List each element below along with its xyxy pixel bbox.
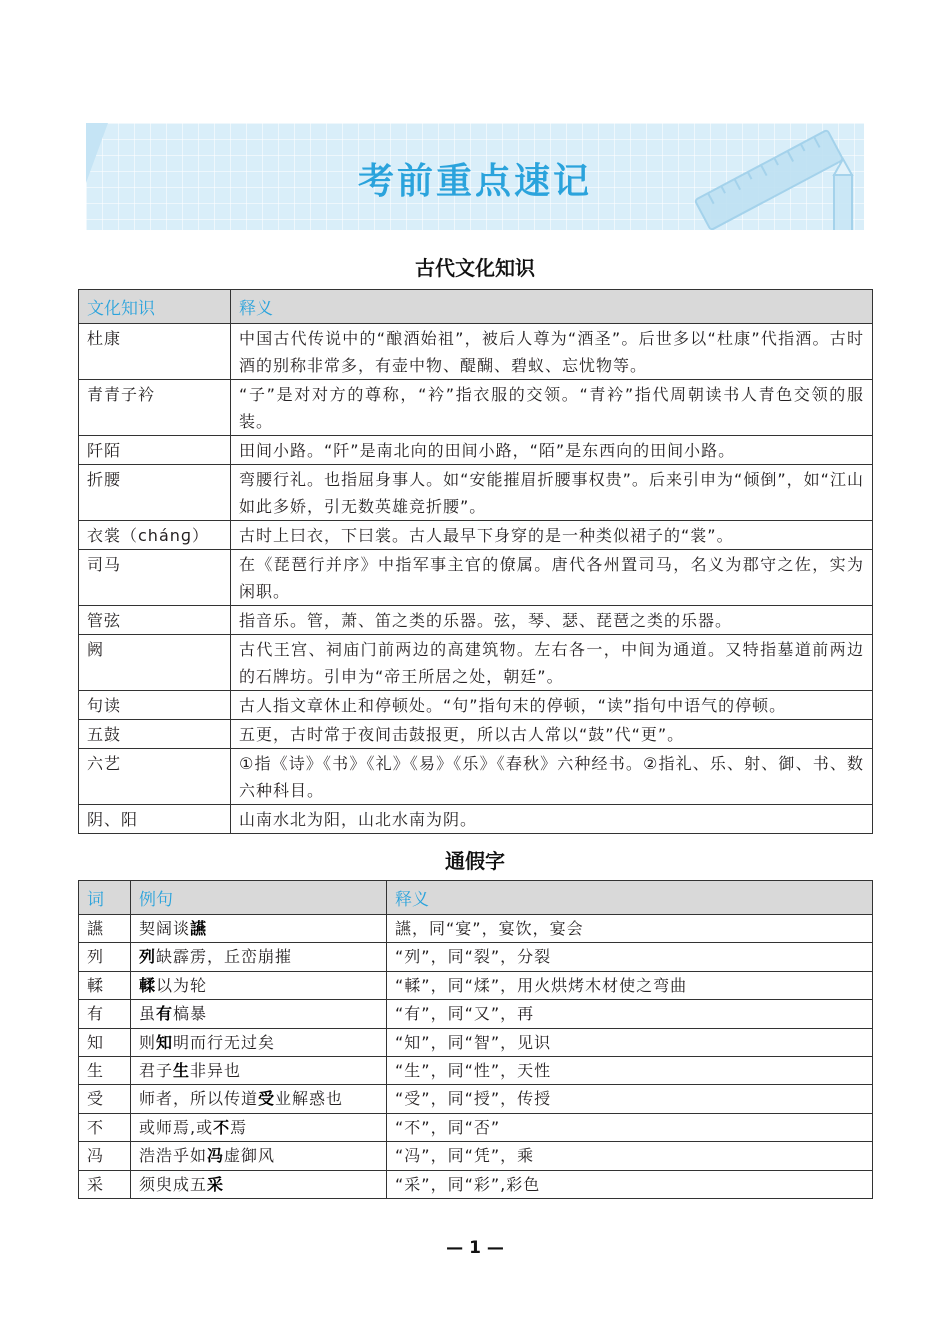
definition-cell: 五更，古时常于夜间击鼓报更，所以古人常以“鼓”代“更”。 xyxy=(231,720,873,749)
word-cell: 讌 xyxy=(79,915,131,943)
example-text: 缺霹雳，丘峦崩摧 xyxy=(156,947,293,967)
definition-cell: 古时上曰衣，下曰裳。古人最早下身穿的是一种类似裙子的“裳”。 xyxy=(231,521,873,550)
table-row xyxy=(79,943,873,971)
table-row xyxy=(79,1085,873,1113)
example-text: 槁暴 xyxy=(173,1004,208,1024)
example-text: 契阔谈 xyxy=(139,919,191,938)
example-text: 或师焉,或 xyxy=(139,1117,214,1137)
meaning-cell: 讌，同“宴”，宴饮，宴会 xyxy=(387,915,873,943)
word-cell: 知 xyxy=(79,1028,131,1056)
meaning-cell: “知”，同“智”，见识 xyxy=(387,1028,873,1056)
word-cell: 采 xyxy=(79,1170,131,1198)
term-cell: 折腰 xyxy=(79,465,231,521)
term-cell: 管弦 xyxy=(79,606,231,635)
term-cell: 杜康 xyxy=(79,324,231,380)
column-header-definition: 释义 xyxy=(231,290,873,324)
example-cell xyxy=(131,915,387,943)
table-row xyxy=(79,915,873,943)
example-cell xyxy=(131,1000,387,1028)
meaning-cell: “不”，同“否” xyxy=(387,1113,873,1141)
table-row xyxy=(79,1028,873,1056)
tongjia-section-title: 通假字 xyxy=(445,849,505,873)
word-cell: 不 xyxy=(79,1113,131,1141)
highlighted-word: 有 xyxy=(156,1004,174,1024)
definition-cell: “子”是对对方的尊称，“衿”指衣服的交领。“青衿”指代周朝读书人青色交领的服装。 xyxy=(231,380,873,436)
table-row xyxy=(79,1142,873,1170)
example-text: 以为轮 xyxy=(156,975,208,995)
term-cell: 衣裳（chánɡ） xyxy=(79,521,231,550)
table-row xyxy=(79,380,873,436)
table-row xyxy=(79,550,873,606)
meaning-cell: “采”，同“彩”,彩色 xyxy=(387,1170,873,1198)
word-cell: 有 xyxy=(79,1000,131,1028)
definition-cell: 田间小路。“阡”是南北向的田间小路，“陌”是东西向的田间小路。 xyxy=(231,436,873,465)
example-text: 业解惑也 xyxy=(275,1089,344,1109)
highlighted-word: 讌 xyxy=(190,919,208,938)
culture-section-title: 古代文化知识 xyxy=(415,256,535,280)
meaning-cell: “冯”，同“凭”，乘 xyxy=(387,1142,873,1170)
highlighted-word: 冯 xyxy=(207,1146,225,1166)
example-cell xyxy=(131,1142,387,1170)
highlighted-word: 生 xyxy=(173,1060,191,1080)
table-row xyxy=(79,635,873,691)
term-cell: 阙 xyxy=(79,635,231,691)
page-title: 考前重点速记 xyxy=(357,161,592,202)
table-row xyxy=(79,1170,873,1198)
example-text: 则 xyxy=(139,1032,157,1052)
term-cell: 阴、阳 xyxy=(79,805,231,834)
table-header-row xyxy=(79,290,873,324)
definition-cell: 中国古代传说中的“酿酒始祖”，被后人尊为“酒圣”。后世多以“杜康”代指酒。古时酒的别称非常多，有壶中物、醍醐、碧蚁、忘忧物等。 xyxy=(231,324,873,380)
highlighted-word: 列 xyxy=(139,947,157,967)
example-text: 君子 xyxy=(139,1060,174,1080)
culture-table xyxy=(78,289,873,834)
header-banner xyxy=(86,123,864,230)
highlighted-word: 采 xyxy=(207,1174,225,1194)
term-cell: 句读 xyxy=(79,691,231,720)
table-row xyxy=(79,720,873,749)
example-text: 非异也 xyxy=(190,1060,242,1080)
definition-cell: 弯腰行礼。也指屈身事人。如“安能摧眉折腰事权贵”。后来引申为“倾倒”，如“江山如此多娇，引无数英雄竞折腰”。 xyxy=(231,465,873,521)
tongjia-table xyxy=(78,880,873,1199)
meaning-cell: “生”，同“性”，天性 xyxy=(387,1056,873,1084)
table-row xyxy=(79,465,873,521)
example-text: 焉 xyxy=(230,1117,248,1137)
table-row xyxy=(79,1000,873,1028)
column-header-term: 文化知识 xyxy=(79,290,231,324)
example-text: 虽 xyxy=(139,1004,157,1024)
definition-cell: 古代王宫、祠庙门前两边的高建筑物。左右各一，中间为通道。又特指墓道前两边的石牌坊。引申为“帝王所居之处，朝廷”。 xyxy=(231,635,873,691)
table-row xyxy=(79,324,873,380)
column-header-meaning: 释义 xyxy=(387,881,873,915)
meaning-cell: “受”，同“授”，传授 xyxy=(387,1085,873,1113)
term-cell: 青青子衿 xyxy=(79,380,231,436)
meaning-cell: “有”，同“又”，再 xyxy=(387,1000,873,1028)
table-row xyxy=(79,971,873,999)
word-cell: 列 xyxy=(79,943,131,971)
example-text: 须臾成五 xyxy=(139,1174,208,1194)
term-cell: 阡陌 xyxy=(79,436,231,465)
definition-cell: 古人指文章休止和停顿处。“句”指句末的停顿，“读”指句中语气的停顿。 xyxy=(231,691,873,720)
example-cell xyxy=(131,1056,387,1084)
table-row xyxy=(79,749,873,805)
example-cell xyxy=(131,1170,387,1198)
example-cell xyxy=(131,943,387,971)
word-cell: 受 xyxy=(79,1085,131,1113)
page-number: — 1 — xyxy=(446,1238,504,1258)
definition-cell: 山南水北为阳，山北水南为阴。 xyxy=(231,805,873,834)
example-text: 虚御风 xyxy=(224,1146,276,1166)
example-cell xyxy=(131,1085,387,1113)
table-row xyxy=(79,1113,873,1141)
definition-cell: ①指《诗》《书》《礼》《易》《乐》《春秋》六种经书。②指礼、乐、射、御、书、数六种科目。 xyxy=(231,749,873,805)
example-text: 浩浩乎如 xyxy=(139,1146,208,1166)
table-header-row xyxy=(79,881,873,915)
example-cell xyxy=(131,1028,387,1056)
highlighted-word: 受 xyxy=(258,1089,276,1109)
table-row xyxy=(79,805,873,834)
example-text: 师者，所以传道 xyxy=(139,1089,259,1109)
word-cell: 輮 xyxy=(79,971,131,999)
highlighted-word: 知 xyxy=(156,1032,174,1052)
word-cell: 冯 xyxy=(79,1142,131,1170)
table-row xyxy=(79,691,873,720)
meaning-cell: “輮”，同“煣”，用火烘烤木材使之弯曲 xyxy=(387,971,873,999)
example-cell xyxy=(131,971,387,999)
example-text: 明而行无过矣 xyxy=(173,1032,276,1052)
definition-cell: 指音乐。管，萧、笛之类的乐器。弦，琴、瑟、琵琶之类的乐器。 xyxy=(231,606,873,635)
term-cell: 六艺 xyxy=(79,749,231,805)
column-header-word: 词 xyxy=(79,881,131,915)
example-cell xyxy=(131,1113,387,1141)
column-header-example: 例句 xyxy=(131,881,387,915)
definition-cell: 在《琵琶行并序》中指军事主官的僚属。唐代各州置司马，名义为郡守之佐，实为闲职。 xyxy=(231,550,873,606)
term-cell: 司马 xyxy=(79,550,231,606)
highlighted-word: 輮 xyxy=(139,975,157,995)
term-cell: 五鼓 xyxy=(79,720,231,749)
meaning-cell: “列”，同“裂”，分裂 xyxy=(387,943,873,971)
table-row xyxy=(79,606,873,635)
table-row xyxy=(79,521,873,550)
highlighted-word: 不 xyxy=(213,1117,231,1137)
table-row xyxy=(79,436,873,465)
word-cell: 生 xyxy=(79,1056,131,1084)
table-row xyxy=(79,1056,873,1084)
